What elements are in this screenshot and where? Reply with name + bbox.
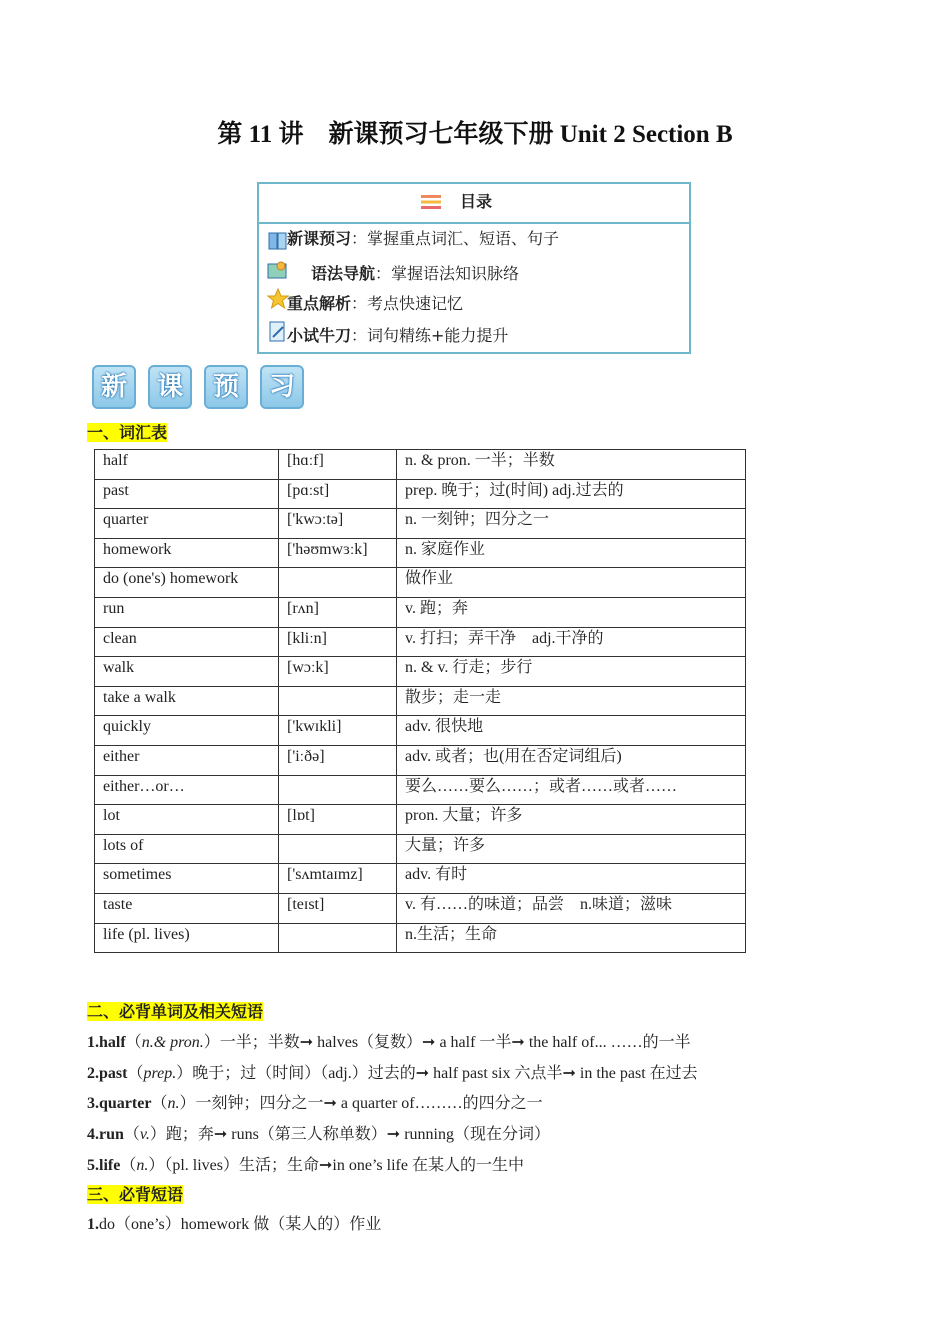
vocab-word: half [95, 450, 279, 480]
page-title: 第 11 讲 新课预习七年级下册 Unit 2 Section B [217, 121, 733, 148]
vocab-phonetic [279, 834, 397, 864]
vocab-phonetic: [rʌn] [279, 597, 397, 627]
table-row [95, 479, 746, 509]
table-row [95, 716, 746, 746]
notepad-icon [267, 321, 289, 343]
vocab-meaning: 做作业 [397, 568, 746, 598]
vocab-phonetic: [lɒt] [279, 805, 397, 835]
table-row [95, 864, 746, 894]
vocab-phonetic: [pɑːst] [279, 479, 397, 509]
vocab-meaning: adv. 有时 [397, 864, 746, 894]
vocab-phonetic [279, 568, 397, 598]
table-row [95, 745, 746, 775]
toc-item-analysis: 重点解析：考点快速记忆 [287, 291, 463, 314]
vocab-phonetic: [kliːn] [279, 627, 397, 657]
vocab-word: walk [95, 657, 279, 687]
phrase-line: 2.past（prep.）晚于；过（时间）（adj.）过去的➞ half past six 六点半➞ in the past 在过去 [87, 1065, 698, 1082]
vocab-word: clean [95, 627, 279, 657]
vocab-meaning: 大量；许多 [397, 834, 746, 864]
vocab-phonetic: ['kwɔːtə] [279, 509, 397, 539]
table-row [95, 775, 746, 805]
list-icon [421, 194, 441, 210]
table-row [95, 893, 746, 923]
vocab-phonetic: ['həʊmwɜːk] [279, 538, 397, 568]
vocab-meaning: 要么……要么……；或者……或者…… [397, 775, 746, 805]
vocab-word: either…or… [95, 775, 279, 805]
vocab-phonetic: [teɪst] [279, 893, 397, 923]
toc-item-preview: 新课预习：掌握重点词汇、短语、句子 [287, 226, 559, 249]
vocab-word: past [95, 479, 279, 509]
section-heading-words: 二、必背单词及相关短语 [87, 1002, 264, 1021]
table-row [95, 686, 746, 716]
vocab-meaning: n. 家庭作业 [397, 538, 746, 568]
phrase-line: 1.half（n.& pron.）一半；半数➞ halves（复数）➞ a half 一半➞ the half of... ……的一半 [87, 1034, 691, 1051]
vocab-word: take a walk [95, 686, 279, 716]
vocab-phonetic [279, 775, 397, 805]
phrase-line: 3.quarter（n.）一刻钟；四分之一➞ a quarter of………的四分之一 [87, 1095, 543, 1112]
vocab-meaning: n.生活；生命 [397, 923, 746, 953]
banner-char: 新 [92, 365, 136, 409]
vocab-phonetic: ['sʌmtaɪmz] [279, 864, 397, 894]
vocab-meaning: prep. 晚于；过(时间) adj.过去的 [397, 479, 746, 509]
vocab-phonetic: ['iːðə] [279, 745, 397, 775]
vocab-meaning: v. 跑；奔 [397, 597, 746, 627]
toc-header [259, 184, 689, 224]
table-row [95, 627, 746, 657]
vocab-word: lot [95, 805, 279, 835]
vocab-word: do (one's) homework [95, 568, 279, 598]
section-banner [90, 361, 310, 413]
section-heading-vocab: 一、词汇表 [87, 423, 168, 442]
table-row [95, 450, 746, 480]
vocab-word: run [95, 597, 279, 627]
vocab-word: quickly [95, 716, 279, 746]
table-of-contents [257, 182, 691, 354]
toc-item-grammar: 语法导航：掌握语法知识脉络 [311, 261, 519, 284]
vocab-word: quarter [95, 509, 279, 539]
vocab-phonetic [279, 686, 397, 716]
phrase-line: 4.run（v.）跑；奔➞ runs（第三人称单数）➞ running（现在分词） [87, 1126, 550, 1143]
vocab-meaning: n. 一刻钟；四分之一 [397, 509, 746, 539]
vocab-phonetic: [hɑːf] [279, 450, 397, 480]
vocab-meaning: n. & pron. 一半；半数 [397, 450, 746, 480]
vocab-phonetic: [wɔːk] [279, 657, 397, 687]
vocab-meaning: v. 有……的味道；品尝 n.味道；滋味 [397, 893, 746, 923]
phrase-line: 5.life（n.）（pl. lives）生活；生命➞in one’s life 在某人的一生中 [87, 1157, 524, 1174]
banner-char: 习 [260, 365, 304, 409]
vocab-word: taste [95, 893, 279, 923]
vocab-meaning: n. & v. 行走；步行 [397, 657, 746, 687]
book-icon [267, 230, 289, 252]
map-pin-icon [267, 259, 289, 281]
table-row [95, 923, 746, 953]
banner-char: 课 [148, 365, 192, 409]
vocab-meaning: pron. 大量；许多 [397, 805, 746, 835]
banner-char: 预 [204, 365, 248, 409]
star-icon [267, 288, 289, 310]
vocab-meaning: 散步；走一走 [397, 686, 746, 716]
vocab-meaning: adv. 很快地 [397, 716, 746, 746]
table-row [95, 568, 746, 598]
toc-heading: 目录 [460, 192, 493, 211]
vocab-meaning: v. 打扫；弄干净 adj.干净的 [397, 627, 746, 657]
vocab-word: either [95, 745, 279, 775]
table-row [95, 538, 746, 568]
table-row [95, 805, 746, 835]
vocab-phonetic: ['kwɪkli] [279, 716, 397, 746]
toc-item-practice: 小试牛刀：词句精练+能力提升 [287, 323, 508, 346]
short-phrase-line: 1.do（one’s）homework 做（某人的）作业 [87, 1216, 382, 1233]
vocab-table [94, 449, 746, 953]
vocab-phonetic [279, 923, 397, 953]
table-row [95, 657, 746, 687]
section-heading-phrases: 三、必背短语 [87, 1185, 184, 1204]
table-row [95, 509, 746, 539]
table-row [95, 834, 746, 864]
vocab-word: homework [95, 538, 279, 568]
vocab-word: lots of [95, 834, 279, 864]
vocab-word: sometimes [95, 864, 279, 894]
table-row [95, 597, 746, 627]
vocab-word: life (pl. lives) [95, 923, 279, 953]
vocab-meaning: adv. 或者；也(用在否定词组后) [397, 745, 746, 775]
